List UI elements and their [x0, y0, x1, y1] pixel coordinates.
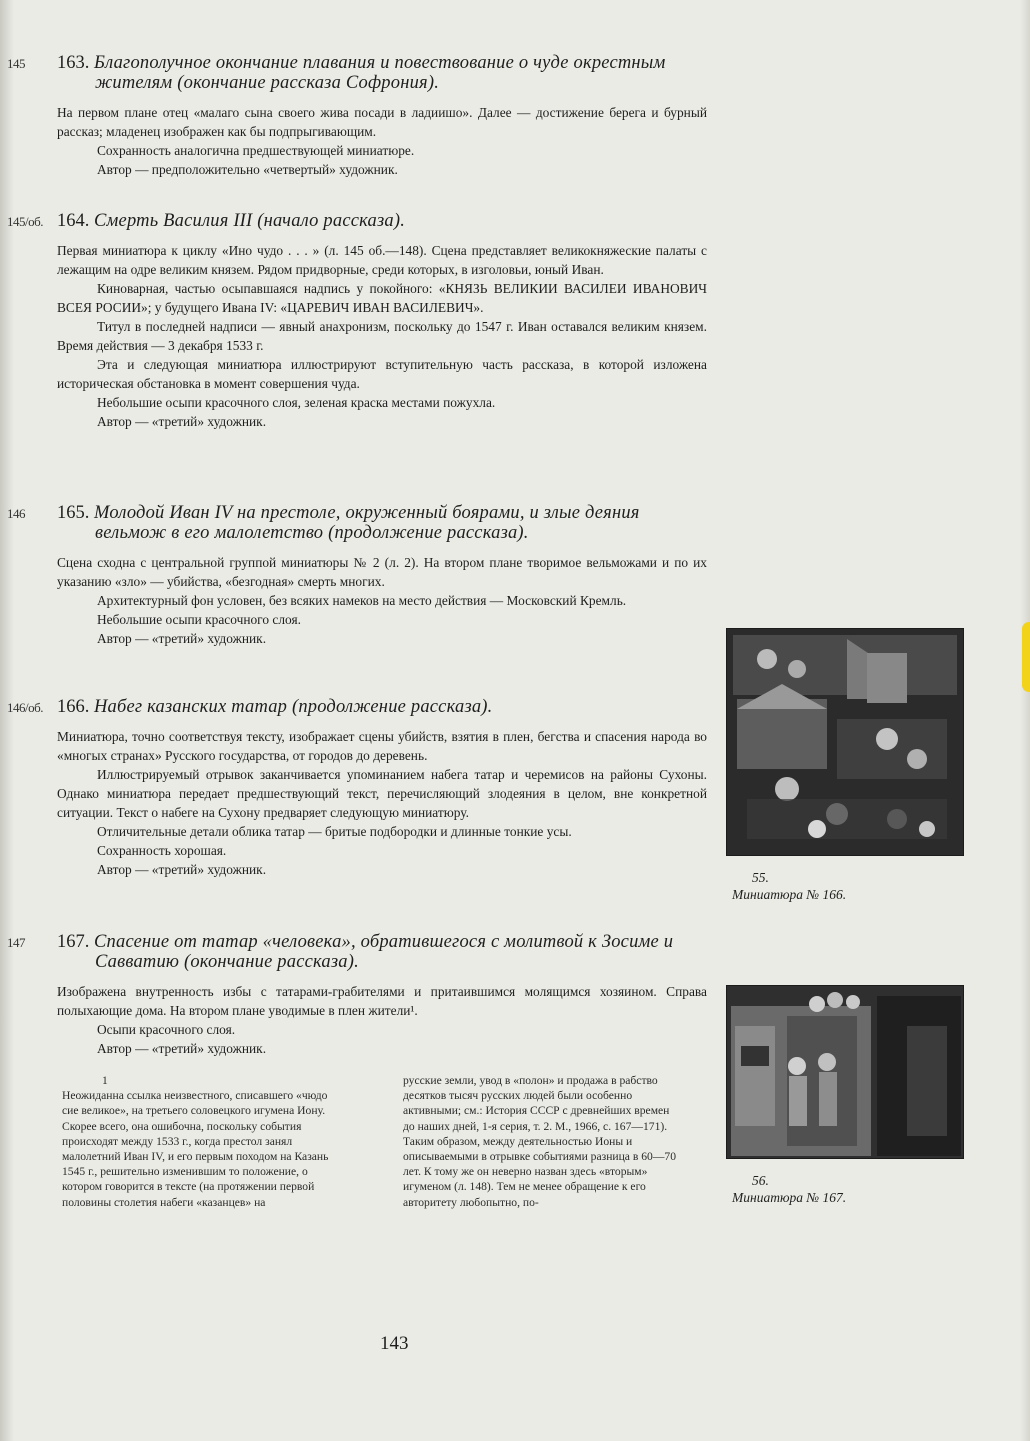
- paragraph: Киноварная, частью осыпавшаяся надпись у покойного: «КНЯЗЬ ВЕЛИКИИ ВАСИЛЕИ ИВАНОВИЧ ВСЕЯ РОСИИ»; у будущего Ивана IV: «ЦАРЕВИЧ ИВАН ВАСИЛЕВИЧ».: [57, 281, 707, 315]
- entry-number: 163.: [57, 53, 90, 73]
- leaf-number: 146/об.: [7, 700, 43, 715]
- figure-caption-text: Миниатюра № 167.: [732, 1190, 847, 1205]
- paragraph: Осыпи красочного слоя.: [97, 1022, 236, 1037]
- entry-number: 165.: [57, 503, 90, 523]
- entry-title: Благополучное окончание плавания и повествование о чуде окрестным жителям (окончание рассказа Софрония).: [94, 53, 666, 93]
- paragraph: Сцена сходна с центральной группой миниатюры № 2 (л. 2). На втором плане творимое вельможами и по их указанию «зло» — убийства, «безгодная» смерть многих.: [57, 555, 707, 589]
- paragraph: Автор — «третий» художник.: [97, 414, 267, 429]
- miniature-image: [726, 628, 964, 856]
- entry-heading: [57, 932, 707, 972]
- paragraph: Автор — «третий» художник.: [97, 862, 267, 877]
- entry-165: [7, 503, 707, 648]
- entry-163: [7, 53, 707, 179]
- leaf-number: 145/об.: [7, 214, 43, 229]
- paragraph: Автор — «третий» художник.: [97, 631, 267, 646]
- paragraph: Сохранность аналогична предшествующей миниатюре.: [97, 143, 415, 158]
- paragraph: Первая миниатюра к циклу «Ино чудо . . . » (л. 145 об.—148). Сцена представляет великокняжеские палаты с лежащим на одре великим князем. Рядом придворные, среди которых, в изголовьи, юный Иван.: [57, 243, 707, 277]
- figure-caption-text: Миниатюра № 166.: [732, 887, 847, 902]
- footnote-text: русские земли, увод в «полон» и продажа в рабство десятков тысяч русских людей были особенно активными; см.: История СССР с древнейших времен до наших дней, 1-я серия, т. 2. М., 1966, с. 167—171). Таким образом, между деятельностью Ионы и описываемыми в отрывке событиями разница в 60—70 лет. К тому же он неверно назван здесь «вторым» игуменом (л. 148). Тем не менее обращение к его авторитету любопытно, по-: [403, 1074, 677, 1209]
- entry-title: Молодой Иван IV на престоле, окруженный боярами, и злые деяния вельмож в его малолетство (продолжение рассказа).: [94, 503, 640, 543]
- entry-heading: [57, 211, 707, 231]
- entry-164: [7, 211, 707, 431]
- figure-56: [726, 985, 962, 1206]
- entry-167: [7, 932, 707, 1058]
- leaf-number: 146: [7, 506, 25, 521]
- paragraph: На первом плане отец «малаго сына своего жива посади в ладиишо». Далее — достижение берега и бурный рассказ; младенец изображен как бы подпрыгивающим.: [57, 105, 707, 139]
- paragraph: Сохранность хорошая.: [97, 843, 227, 858]
- paragraph: Автор — «третий» художник.: [97, 1041, 267, 1056]
- paragraph: Миниатюра, точно соответствуя тексту, изображает сцены убийств, взятия в плен, бегства и спасения народа во «многых странах» Русского государства, от городов до деревень.: [57, 729, 707, 763]
- figure-caption: [726, 1172, 962, 1206]
- entry-166: [7, 697, 707, 879]
- entry-title: Набег казанских татар (продолжение рассказа).: [94, 697, 493, 717]
- footnote-column-right: [403, 1073, 679, 1210]
- leaf-number: 145: [7, 56, 25, 71]
- entry-heading: [57, 503, 707, 543]
- entry-heading: [57, 697, 707, 717]
- paragraph: Титул в последней надписи — явный анахронизм, поскольку до 1547 г. Иван оставался великим князем. Время действия — 3 декабря 1533 г.: [57, 319, 707, 353]
- entry-title: Смерть Василия III (начало рассказа).: [94, 211, 406, 231]
- paragraph: Небольшие осыпи красочного слоя.: [97, 612, 301, 627]
- entry-heading: [57, 53, 707, 93]
- entry-number: 166.: [57, 697, 90, 717]
- footnote-text: Неожиданна ссылка неизвестного, списавшего «чюдо сие великое», на третьего соловецкого игумена Иону. Скорее всего, она ошибочна, поскольку события происходят между 1533 г., когда престол занял малолетний Иван IV, и его первым походом на Казань 1545 г., решительно изменившим то положение, о котором говорится в тексте (на протяжении первой половины столетия набеги «казанцев» на: [62, 1089, 329, 1209]
- page-right-edge: [1020, 0, 1030, 1441]
- entry-title: Спасение от татар «человека», обратившегося с молитвой к Зосиме и Савватию (окончание рассказа).: [94, 932, 674, 972]
- figure-caption: [726, 869, 962, 903]
- paragraph: Иллюстрируемый отрывок заканчивается упоминанием набега татар и черемисов на районы Сухоны. Однако миниатюра передает предшествующий текст, перечисляющий злодеяния в целом, вне конкретной ситуации. Текст о набеге на Сухону предваряет следующую миниатюру.: [57, 767, 707, 820]
- paragraph: Изображена внутренность избы с татарами-грабителями и притаившимся молящимся хозяином. Справа полыхающие дома. На втором плане уводимые в плен жители¹.: [57, 984, 707, 1018]
- figure-number: 56.: [752, 1173, 769, 1188]
- paragraph: Отличительные детали облика татар — бритые подбородки и длинные тонкие усы.: [97, 824, 572, 839]
- miniature-image: [726, 985, 964, 1159]
- paragraph: Автор — предположительно «четвертый» художник.: [97, 162, 398, 177]
- entry-number: 164.: [57, 211, 90, 231]
- footnote-column-left: [62, 1073, 338, 1210]
- bookmark-tab: [1022, 622, 1030, 692]
- page-number: 143: [380, 1333, 409, 1354]
- paragraph: Небольшие осыпи красочного слоя, зеленая краска местами пожухла.: [97, 395, 496, 410]
- leaf-number: 147: [7, 935, 25, 950]
- figure-number: 55.: [752, 870, 769, 885]
- entry-number: 167.: [57, 932, 90, 952]
- paragraph: Эта и следующая миниатюра иллюстрируют вступительную часть рассказа, в которой изложена историческая обстановка в момент совершения чуда.: [57, 357, 707, 391]
- paragraph: Архитектурный фон условен, без всяких намеков на место действия — Московский Кремль.: [97, 593, 627, 608]
- figure-55: [726, 628, 962, 903]
- footnote-mark: 1: [102, 1074, 108, 1087]
